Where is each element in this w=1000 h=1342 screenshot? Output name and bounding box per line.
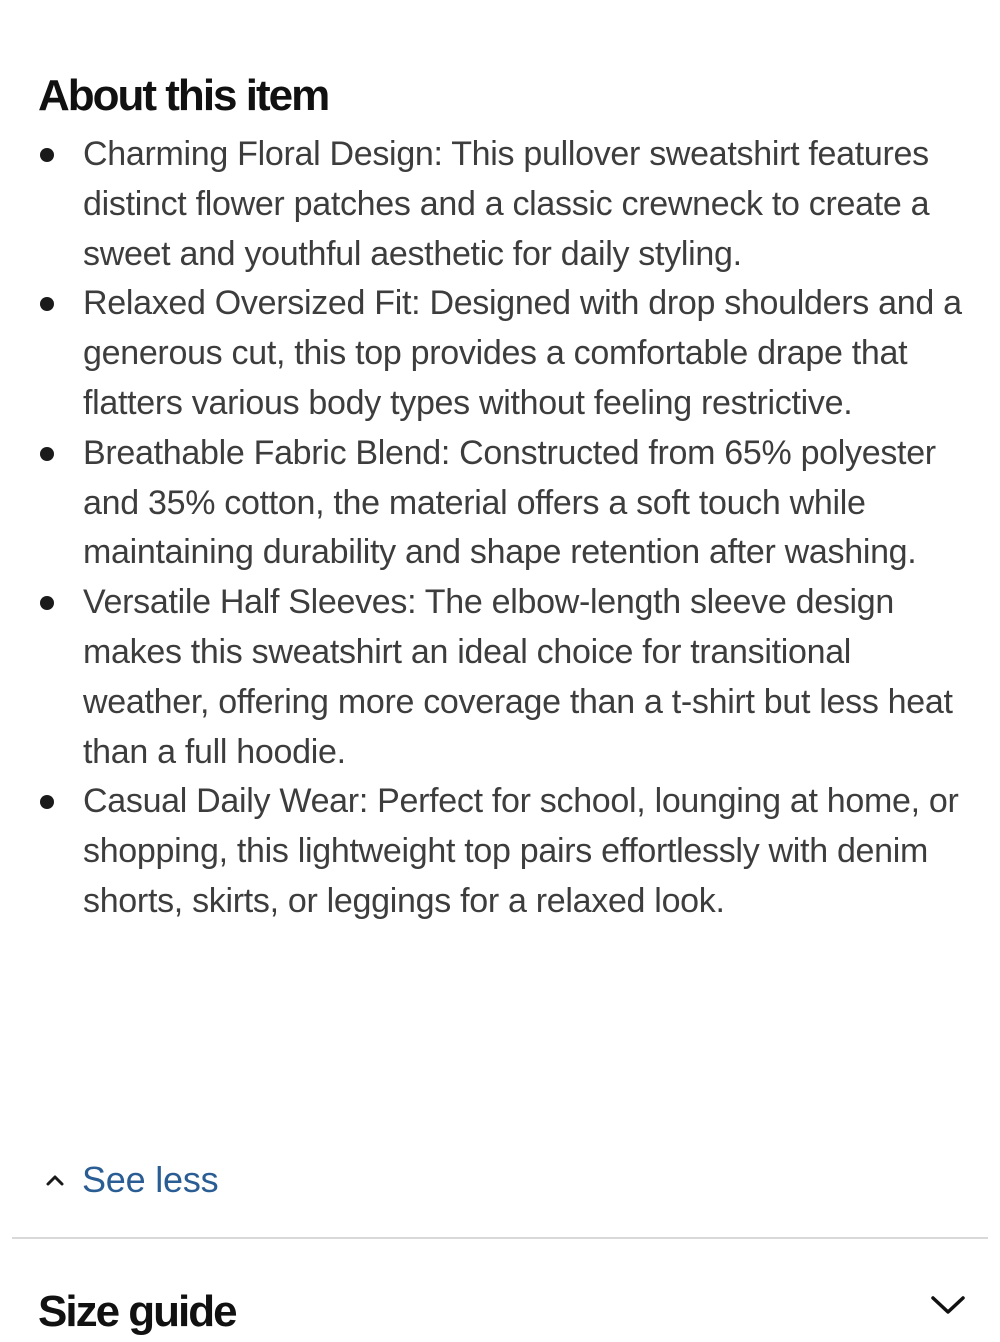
feature-bullet-item xyxy=(38,429,973,578)
bullet-dot xyxy=(40,297,54,311)
feature-bullet-text: Casual Daily Wear: Perfect for school, lounging at home, or shopping, this lightweight top pairs effortlessly with denim shorts, skirts, or leggings for a relaxed look. xyxy=(83,782,959,920)
caret-up-icon xyxy=(44,1169,66,1191)
feature-bullet-item xyxy=(38,777,973,926)
feature-bullet-item xyxy=(38,279,973,428)
feature-bullet-item xyxy=(38,578,973,777)
bullet-dot xyxy=(40,596,54,610)
size-guide-title: Size guide xyxy=(38,1287,236,1336)
size-guide-accordion[interactable] xyxy=(38,1282,968,1342)
bullet-dot xyxy=(40,148,54,162)
bullet-dot xyxy=(40,447,54,461)
about-this-item-section xyxy=(38,62,973,927)
section-divider xyxy=(12,1237,988,1239)
feature-bullet-text: Versatile Half Sleeves: The elbow-length sleeve design makes this sweatshirt an ideal choice for transitional weather, offering more coverage than a t-shirt but less heat than a full hoodie. xyxy=(83,583,953,771)
see-less-label: See less xyxy=(82,1159,219,1200)
feature-bullet-text: Breathable Fabric Blend: Constructed from 65% polyester and 35% cotton, the material offers a soft touch while maintaining durability and shape retention after washing. xyxy=(83,433,936,572)
feature-bullet-text: Relaxed Oversized Fit: Designed with drop shoulders and a generous cut, this top provides a comfortable drape that flatters various body types without feeling restrictive. xyxy=(83,284,962,422)
feature-bullet-item xyxy=(38,130,973,279)
bullet-dot xyxy=(40,795,54,809)
about-this-item-title: About this item xyxy=(38,71,329,120)
feature-bullet-list xyxy=(38,130,973,927)
see-less-button[interactable] xyxy=(44,1155,218,1205)
chevron-down-icon[interactable] xyxy=(928,1285,968,1325)
feature-bullet-text: Charming Floral Design: This pullover sweatshirt features distinct flower patches and a classic crewneck to create a sweet and youthful aesthetic for daily styling. xyxy=(83,135,930,273)
